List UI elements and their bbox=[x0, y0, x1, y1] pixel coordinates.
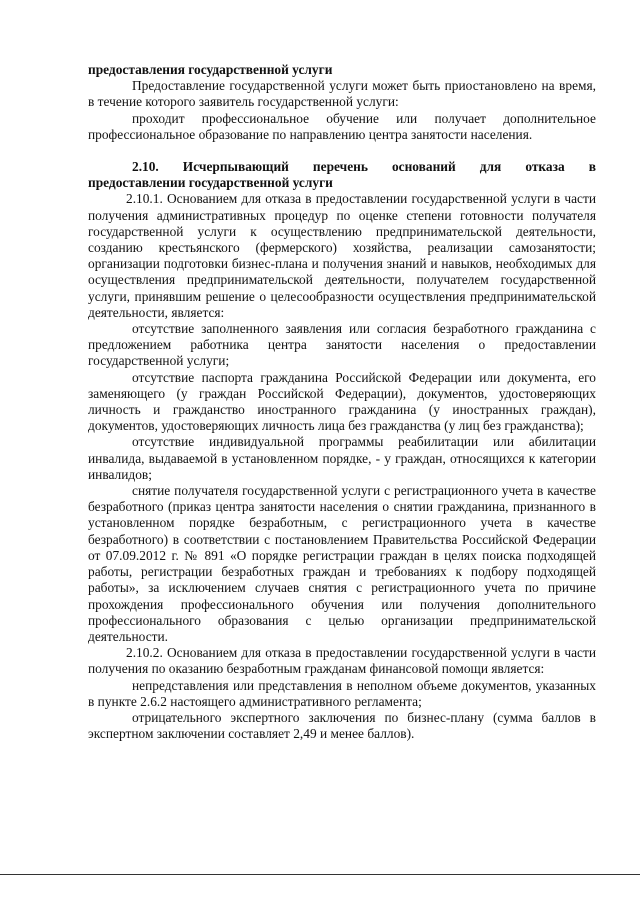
heading-number: 2.10. bbox=[132, 159, 159, 175]
paragraph-deregistration: снятие получателя государственной услуги с регистрационного учета в качестве безработного (приказ центра занятости населения о снятии гражданина, признанного в установленном порядке безработным, с регистрационного учета в качестве безработного) в соответствии с постановлением Правительства Российской Федерации от 07.09.2012 г. № 891 «О порядке регистрации граждан в целях поиска подходящей работы, регистрации безработных граждан и требованиях к подбору подходящей работы», за исключением случаев снятия с регистрационного учета по причине прохождения профессионального обучения или получения дополнительного профессионального образования с целью организации предпринимательской деятельности. bbox=[88, 483, 596, 644]
paragraph-2-10-1: 2.10.1. Основанием для отказа в предоставлении государственной услуги в части получения административных процедур по оценке степени готовности получателя государственной услуги к осуществлению предпринимательской деятельности, созданию крестьянского (фермерского) хозяйства, реализации самозанятости; организации подготовки бизнес-плана и получения знаний и навыков, необходимых для осуществления предпринимательской деятельности, получателем государственной услуги, принявшим решение о целесообразности осуществления предпринимательской деятельности, является: bbox=[88, 191, 596, 320]
paragraph-negative-expertise: отрицательного экспертного заключения по бизнес-плану (сумма баллов в экспертном заключении составляет 2,49 и менее баллов). bbox=[88, 709, 596, 742]
heading-word: в bbox=[588, 159, 596, 175]
page-bottom-rule bbox=[0, 874, 640, 875]
heading-word: Исчерпывающий bbox=[182, 159, 289, 175]
section-heading bbox=[88, 159, 596, 175]
paragraph-no-application: отсутствие заполненного заявления или согласия безработного гражданина с предложением работника центра занятости населения о предоставлении государственной услуги; bbox=[88, 321, 596, 369]
paragraph-no-passport: отсутствие паспорта гражданина Российской Федерации или документа, его заменяющего (у граждан Российской Федерации), документов, удостоверяющих личность и гражданство иностранного гражданина (у иностранных граждан), документов, удостоверяющих личность лица без гражданства (у лиц без гражданства); bbox=[88, 369, 596, 434]
paragraph-continuation: предоставления государственной услуги bbox=[88, 62, 333, 77]
paragraph-no-rehab-program: отсутствие индивидуальной программы реабилитации или абилитации инвалида, выдаваемой в установленном порядке, - у граждан, относящихся к категории инвалидов; bbox=[88, 434, 596, 482]
paragraph-suspension-reason: проходит профессиональное обучение или получает дополнительное профессиональное образование по направлению центра занятости населения. bbox=[88, 110, 596, 142]
heading-word: перечень bbox=[312, 159, 368, 175]
paragraph-incomplete-docs: непредставления или представления в неполном объеме документов, указанных в пункте 2.6.2 настоящего административного регламента; bbox=[88, 677, 596, 709]
heading-word: отказа bbox=[525, 159, 565, 175]
heading-word: для bbox=[479, 159, 502, 175]
paragraph-suspension: Предоставление государственной услуги может быть приостановлено на время, в течение которого заявитель государственной услуги: bbox=[88, 78, 596, 110]
spacer bbox=[88, 143, 596, 159]
heading-word: оснований bbox=[391, 159, 456, 175]
document-page bbox=[88, 62, 596, 742]
section-heading-line2: предоставлении государственной услуги bbox=[88, 175, 333, 191]
paragraph-2-10-2: 2.10.2. Основанием для отказа в предоставлении государственной услуги в части получения по оказанию безработным гражданам финансовой помощи является: bbox=[88, 645, 596, 677]
